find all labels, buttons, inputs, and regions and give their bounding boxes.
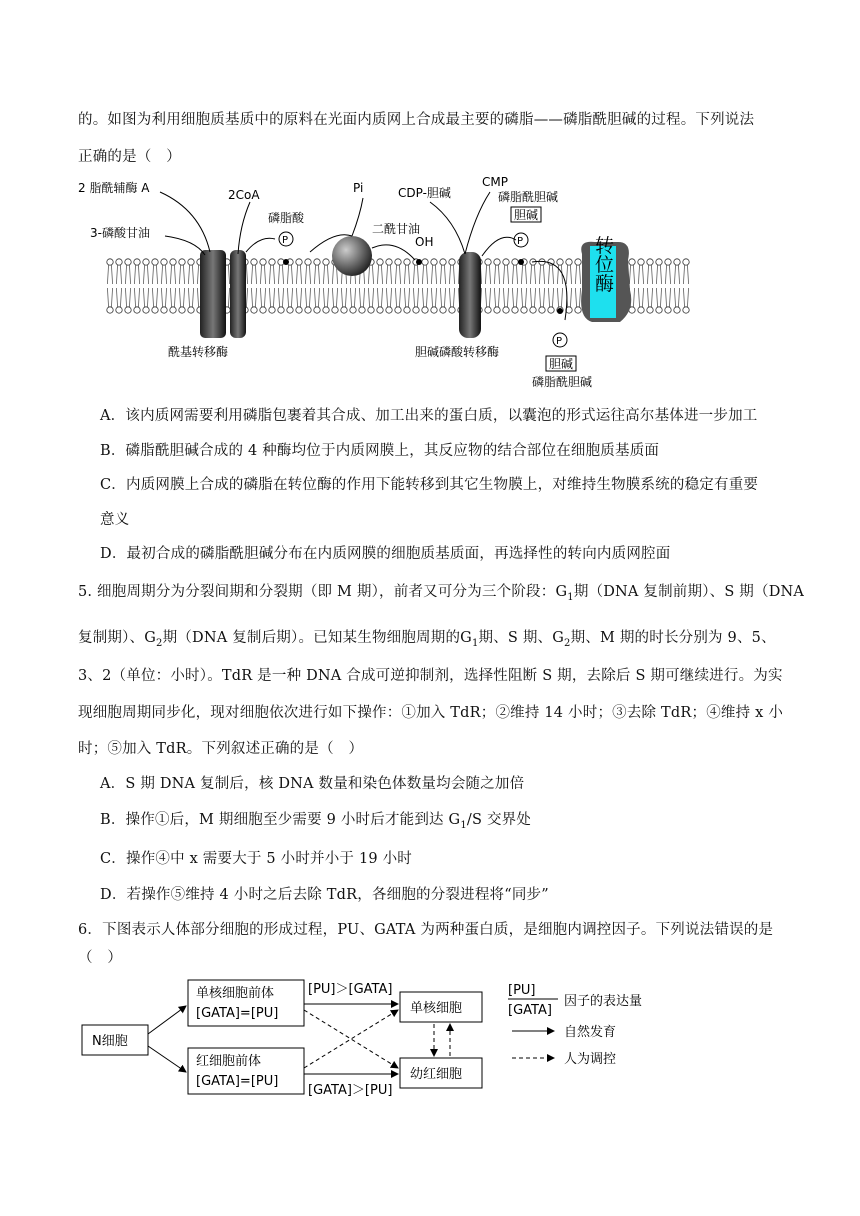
q5-stem-line-1: 5. 细胞周期分为分裂间期和分裂期（即 M 期），前者又可分为三个阶段：$G_1$期（DNA 复制前期）、S 期（DNA [78,584,805,603]
q6-stem-line-2: （ ） [78,950,123,966]
legend-pu: [PU] [508,983,536,998]
choline-phosphotransferase-protein [459,252,481,338]
legend-gata: [GATA] [508,1003,552,1018]
q4-option-c-line-1[interactable]: C．内质网膜上合成的磷脂在转位酶的作用下能转移到其它生物膜上，对维持生物膜系统的稳定有重要 [100,477,759,493]
p-mark-1: P [282,235,289,246]
enzyme-ball [332,236,372,276]
q4-option-d[interactable]: D．最初合成的磷脂酰胆碱分布在内质网膜的细胞质基质面，再选择性的转向内质网腔面 [100,546,671,562]
mono-precursor-label: 单核细胞前体 [196,986,275,1001]
erythroid-precursor-eq: [GATA]=[PU] [196,1074,279,1089]
q5-option-c[interactable]: C．操作④中 x 需要大于 5 小时并小于 19 小时 [100,851,413,867]
q5-option-b[interactable]: B．操作①后，M 期细胞至少需要 9 小时后才能到达 $G_1/S$ 交界处 [100,812,532,831]
acyltransferase-protein-1 [200,250,226,338]
glycerol-phosphate-label: 3-磷酸甘油 [90,226,150,240]
q4-option-b[interactable]: B．磷脂酰胆碱合成的 4 种酶均位于内质网膜上，其反应物的结合部位在细胞质基质面 [100,443,660,459]
young-erythrocyte-label: 幼红细胞 [410,1067,463,1082]
q4-option-a[interactable]: A．该内质网需要利用磷脂包裹着其合成、加工出来的蛋白质，以囊泡的形式运往高尔基体进一步加工 [100,408,758,424]
condition-top: [PU]＞[GATA] [308,982,393,997]
q6-stem-line-1: 6．下图表示人体部分细胞的形成过程，PU、GATA 为两种蛋白质，是细胞内调控因子。下列说法错误的是 [78,922,774,938]
pc-top-label: 磷脂酰胆碱 [498,190,559,204]
legend-expression: 因子的表达量 [564,994,643,1009]
choline-top-label: 胆碱 [514,208,539,222]
q5-option-a[interactable]: A．S 期 DNA 复制后，核 DNA 数量和染色体数量均会随之加倍 [100,776,525,792]
monocyte-label: 单核细胞 [410,1001,463,1016]
q4-option-c-line-2[interactable]: 意义 [100,512,130,528]
q5-stem-line-4: 现细胞周期同步化，现对细胞依次进行如下操作：①加入 TdR；②维持 14 小时；③去除 TdR；④维持 x 小 [78,705,784,721]
q5-stem-line-3: 3、2（单位：小时）。TdR 是一种 DNA 合成可逆抑制剂，选择性阻断 S 期，去除后 S 期可继续进行。为实 [78,668,783,684]
cdp-choline-label: CDP-胆碱 [398,186,451,200]
acyltransferase-label: 酰基转移酶 [168,345,229,359]
q5-stem-line-5: 时；⑤加入 TdR。下列叙述正确的是（ ） [78,741,364,757]
q4-stem-line-2: 正确的是（ ） [78,149,181,165]
phosphatidic-acid-label: 磷脂酸 [268,211,305,225]
q4-stem-line-1: 的。如图为利用细胞质基质中的原料在光面内质网上合成最主要的磷脂——磷脂酰胆碱的过程。下列说法 [78,112,755,128]
p-mark-2: P [517,236,524,247]
erythroid-precursor-label: 红细胞前体 [196,1054,262,1069]
p-mark-3: P [556,336,563,347]
q5-stem-line-2: 复制期）、$G_2$期（DNA 复制后期）。已知某生物细胞周期的$G_1$期、S 期、$G_2$期、M 期的时长分别为 9、5、 [78,630,776,649]
cell-differentiation-figure [76,974,676,1100]
membrane-figure [70,170,710,392]
choline-bottom-label: 胆碱 [549,357,574,371]
n-cell-label: N细胞 [92,1034,128,1049]
condition-bottom: [GATA]＞[PU] [308,1083,393,1098]
choline-phosphotransferase-label: 胆碱磷酸转移酶 [415,345,500,359]
legend-natural: 自然发育 [564,1025,617,1040]
diacylglycerol-label: 二酰甘油 [372,222,421,236]
acyltransferase-protein-2 [230,250,246,338]
coa-label: 2CoA [228,188,260,202]
cmp-label: CMP [482,175,508,189]
q5-option-d[interactable]: D．若操作⑤维持 4 小时之后去除 TdR，各细胞的分裂进程将“同步” [100,887,549,903]
pc-bottom-label: 磷脂酰胆碱 [532,375,593,389]
mono-precursor-eq: [GATA]=[PU] [196,1006,279,1021]
flippase-label: 转位酶 [592,235,614,293]
pi-label: Pi [353,181,364,195]
legend-artificial: 人为调控 [564,1052,617,1067]
acyl-coa-label: 2 脂酰辅酶 A [78,181,150,195]
oh-label: OH [415,235,434,249]
